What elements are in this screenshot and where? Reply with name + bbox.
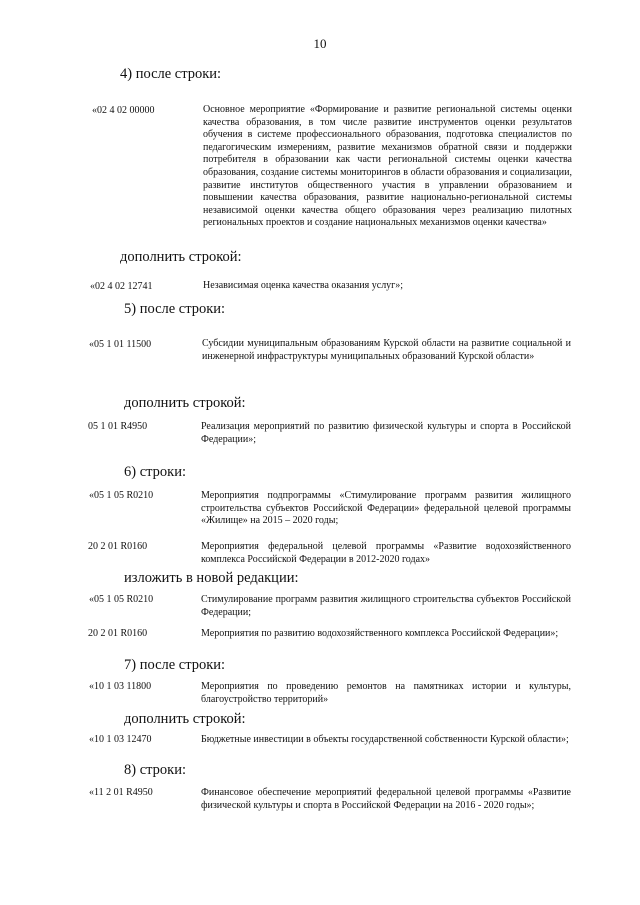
section-heading: изложить в новой редакции: xyxy=(124,570,299,586)
section-heading: дополнить строкой: xyxy=(124,395,246,411)
section-heading: 6) строки: xyxy=(124,464,186,480)
budget-description: Финансовое обеспечение мероприятий федеральной целевой программы «Развитие физической культуры и спорта в Российской Федерации на 2016 - 2020 годы»; xyxy=(201,787,571,811)
budget-code: 20 2 01 R0160 xyxy=(88,541,148,552)
section-heading: дополнить строкой: xyxy=(124,711,246,727)
section-heading: дополнить строкой: xyxy=(120,249,242,265)
budget-code: «05 1 05 R0210 xyxy=(89,490,154,501)
budget-code: «02 4 02 00000 xyxy=(92,105,155,116)
budget-code: «10 1 03 12470 xyxy=(89,734,152,745)
budget-code: «11 2 01 R4950 xyxy=(89,787,153,798)
budget-description: Основное мероприятие «Формирование и развитие региональной системы оценки качества образования, в том числе развитие инструментов оценки результатов обучения в системе профессионального образования, подготовка специалистов по педагогическим измерениям, развитие механизмов обратной связи и поддержки потребителя в образовании как части региональной системы оценки качества образования, создание системы мониторингов в области образования и социализации, развитие институтов общественного участия в управлении образованием и повышении качества образования, развитие национально-региональной системы независимой оценки качества общего образования через реализацию пилотных региональных проектов и создание национальных механизмов оценки качества» xyxy=(203,104,572,229)
budget-code: «02 4 02 12741 xyxy=(90,281,153,292)
budget-description: Мероприятия по проведению ремонтов на памятниках истории и культуры, благоустройство территорий» xyxy=(201,681,571,705)
budget-code: 05 1 01 R4950 xyxy=(88,421,148,432)
budget-code: «05 1 05 R0210 xyxy=(89,594,154,605)
budget-description: Мероприятия федеральной целевой программы «Развитие водохозяйственного комплекса Российской Федерации в 2012-2020 годах» xyxy=(201,541,571,565)
budget-description: Субсидии муниципальным образованиям Курской области на развитие социальной и инженерной инфраструктуры муниципальных образований Курской области» xyxy=(202,338,571,362)
budget-description: Реализация мероприятий по развитию физической культуры и спорта в Российской Федерации»; xyxy=(201,421,571,445)
budget-description: Независимая оценка качества оказания услуг»; xyxy=(203,280,404,291)
budget-description: Мероприятия по развитию водохозяйственного комплекса Российской Федерации»; xyxy=(201,628,559,639)
section-heading: 5) после строки: xyxy=(124,301,226,317)
budget-code: «10 1 03 11800 xyxy=(89,681,152,692)
budget-code: 20 2 01 R0160 xyxy=(88,628,148,639)
budget-description: Бюджетные инвестиции в объекты государственной собственности Курской области»; xyxy=(201,734,569,745)
budget-description: Стимулирование программ развития жилищного строительства субъектов Российской Федерации; xyxy=(201,594,571,618)
section-heading: 8) строки: xyxy=(124,762,186,778)
section-heading: 7) после строки: xyxy=(124,657,226,673)
page-number: 10 xyxy=(313,36,327,51)
budget-description: Мероприятия подпрограммы «Стимулирование программ развития жилищного строительства субъектов Российской Федерации» федеральной целевой программы «Жилище» на 2015 – 2020 годы; xyxy=(201,490,571,527)
section-heading: 4) после строки: xyxy=(120,66,222,82)
budget-code: «05 1 01 11500 xyxy=(89,339,152,350)
